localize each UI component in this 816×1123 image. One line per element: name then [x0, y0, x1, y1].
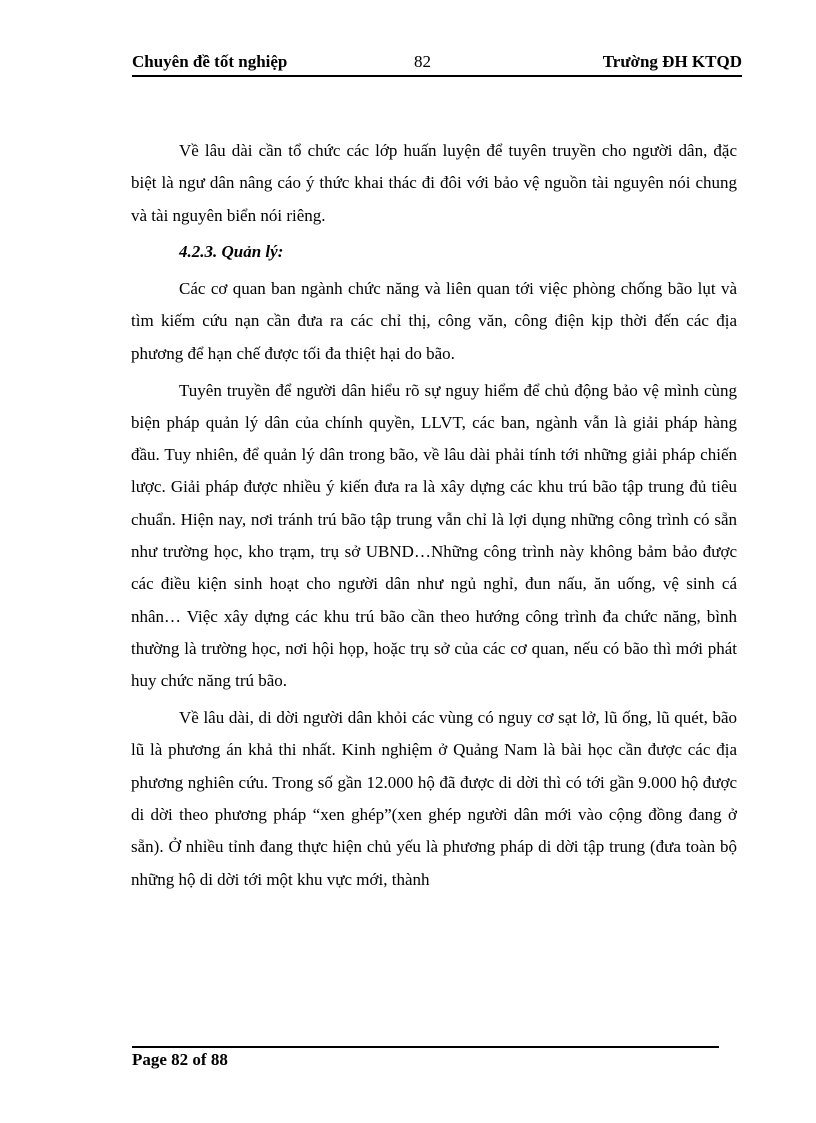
header-rule — [132, 75, 742, 77]
header-title: Chuyên đề tốt nghiệp — [132, 52, 288, 71]
header-page-number: 82 — [414, 52, 431, 71]
paragraph-3: Tuyên truyền để người dân hiểu rõ sự nguy hiểm để chủ động bảo vệ mình cùng biện pháp quản lý dân của chính quyền, LLVT, các ban, ngành vẫn là giải pháp hàng đầu. Tuy nhiên, để quản lý dân trong bão, về lâu dài phải tính tới những giải pháp chiến lược. Giải pháp được nhiều ý kiến đưa ra là xây dựng các khu trú bão tập trung đủ tiêu chuẩn. Hiện nay, nơi tránh trú bão tập trung vẫn chỉ là lợi dụng những công trình có sẵn như trường học, kho trạm, trụ sở UBND…Những công trình này không bảm bảo được các điều kiện sinh hoạt cho người dân như ngủ nghỉ, đun nấu, ăn uống, vệ sinh cá nhân… Việc xây dựng các khu trú bão cần theo hướng công trình đa chức năng, bình thường là trường học, nơi hội họp, hoặc trụ sở của các cơ quan, nếu có bão thì mới phát huy chức năng trú bão. — [131, 380, 737, 691]
paragraph-2: Các cơ quan ban ngành chức năng và liên quan tới việc phòng chống bão lụt và tìm kiếm cứu nạn cần đưa ra các chỉ thị, công văn, công điện kịp thời đến các địa phương để hạn chế được tối đa thiệt hại do bão. — [131, 279, 737, 363]
page-footer: Page 82 of 88 — [132, 1050, 228, 1069]
page-header — [132, 52, 742, 76]
section-heading: 4.2.3. Quản lý: — [179, 242, 284, 262]
paragraph-1: Về lâu dài cần tổ chức các lớp huấn luyện để tuyên truyền cho người dân, đặc biệt là ngư dân nâng cáo ý thức khai thác đi đôi với bảo vệ nguồn tài nguyên nói chung và tài nguyên biển nói riêng. — [131, 141, 737, 225]
header-school: Trường ĐH KTQD — [602, 52, 742, 71]
document-body — [131, 135, 737, 900]
paragraph-4: Về lâu dài, di dời người dân khỏi các vùng có nguy cơ sạt lở, lũ ống, lũ quét, bão lũ là phương án khả thi nhất. Kinh nghiệm ở Quảng Nam là bài học cần được các địa phương nghiên cứu. Trong số gần 12.000 hộ đã được di dời thì có tới gần 9.000 hộ được di dời theo phương pháp “xen ghép”(xen ghép người dân mới vào cộng đồng đang ở sẵn). Ở nhiều tỉnh đang thực hiện chủ yếu là phương pháp di dời tập trung (đưa toàn bộ những hộ di dời tới một khu vực mới, thành — [131, 708, 737, 889]
footer-rule — [132, 1046, 719, 1048]
